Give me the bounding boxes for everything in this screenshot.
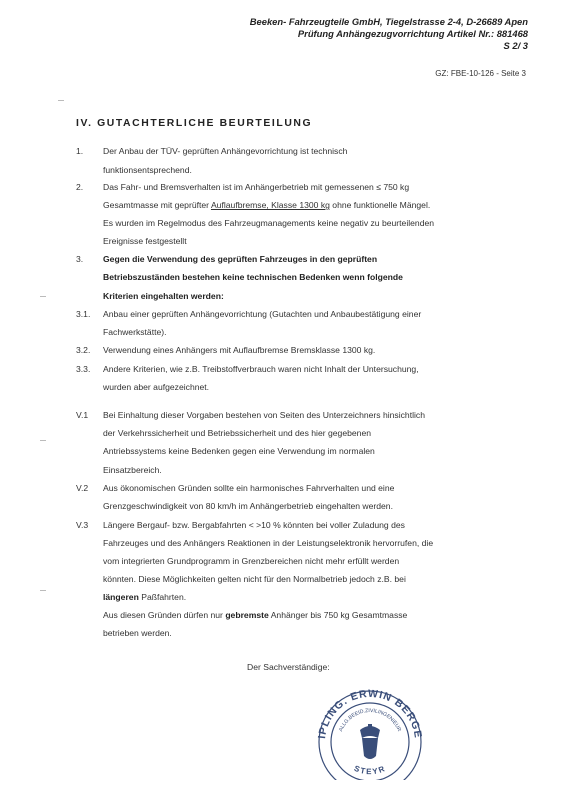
scan-mark — [40, 440, 46, 441]
scan-mark — [40, 296, 46, 297]
item-text: Bei Einhaltung dieser Vorgaben bestehen von Seiten des Unterzeichners hinsichtlich — [103, 410, 425, 420]
item-number: 3.2. — [76, 345, 91, 355]
item-text: Das Fahr- und Bremsverhalten ist im Anhängerbetrieb mit gemessenen ≤ 750 kg — [103, 182, 410, 192]
item-text — [103, 200, 430, 210]
signature-label: Der Sachverständige: — [247, 662, 330, 672]
item-text: Gegen die Verwendung des geprüften Fahrzeuges in den geprüften — [103, 254, 378, 264]
text-run: Aus diesen Gründen dürfen nur — [103, 610, 226, 620]
item-text: Antriebssystems keine Bedenken gegen eine Verwendung im normalen — [103, 446, 375, 456]
item-text: wurden aber aufgezeichnet. — [103, 382, 210, 392]
item-text: Es wurden im Regelmodus des Fahrzeugmanagements keine negativ zu beurteilenden — [103, 218, 435, 228]
item-text — [103, 592, 186, 602]
item-text: Der Anbau der TÜV- geprüften Anhängevorrichtung ist technisch — [103, 146, 348, 156]
item-text: Kriterien eingehalten werden: — [103, 291, 224, 301]
item-text: betrieben werden. — [103, 628, 172, 638]
item-text: Grenzgeschwindigkeit von 80 km/h im Anhängerbetrieb eingehalten werden. — [103, 501, 393, 511]
item-number: 2. — [76, 182, 84, 192]
item-text: funktionsentsprechend. — [103, 165, 192, 175]
text-run: Paßfahrten. — [138, 592, 187, 602]
item-text — [103, 610, 407, 620]
text-run: ohne funktionelle Mängel. — [329, 200, 431, 210]
item-number: 1. — [76, 146, 84, 156]
item-number: 3.1. — [76, 309, 91, 319]
svg-text:DIPLING. ERWIN BERGER: IPLING. ERWIN BERGE — [316, 687, 424, 740]
item-number: V.1 — [76, 410, 89, 420]
scan-mark — [40, 590, 46, 591]
scan-mark — [58, 100, 64, 101]
bold-text: gebremste — [225, 610, 269, 620]
item-text: Verwendung eines Anhängers mit Auflaufbremse Bremsklasse 1300 kg. — [103, 345, 376, 355]
item-number: V.3 — [76, 520, 89, 530]
item-text: könnten. Diese Möglichkeiten gelten nicht für den Normalbetrieb jedoch z.B. bei — [103, 574, 406, 584]
item-text: Fachwerkstätte). — [103, 327, 167, 337]
official-stamp — [308, 680, 432, 785]
item-number: 3.3. — [76, 364, 91, 374]
item-number: V.2 — [76, 483, 89, 493]
section-number: IV. — [76, 118, 93, 129]
item-text: Einsatzbereich. — [103, 465, 162, 475]
item-text: vom integrierten Grundprogramm in Grenzbereichen nicht mehr erfüllt werden — [103, 556, 400, 566]
item-text: Aus ökonomischen Gründen sollte ein harmonisches Fahrverhalten und eine — [103, 483, 395, 493]
item-text: der Verkehrssicherheit und Betriebssicherheit und des hier gegebenen — [103, 428, 372, 438]
text-run: Anhänger bis 750 kg Gesamtmasse — [268, 610, 408, 620]
section-heading — [76, 118, 312, 129]
svg-text:ALLG.BEEID.ZIVILINGENIEUR: ALLG.BEEID.ZIVILINGENIEUR — [338, 707, 402, 733]
item-text: Andere Kriterien, wie z.B. Treibstoffverbrauch waren nicht Inhalt der Untersuchung, — [103, 364, 419, 374]
item-text: Längere Bergauf- bzw. Bergabfahrten < >10 % könnten bei voller Zuladung des — [103, 520, 405, 530]
item-text: Fahrzeuges und des Anhängers Reaktionen in der Leistungselektronik hervorrufen, die — [103, 538, 434, 548]
item-text: Betriebszuständen bestehen keine technischen Bedenken wenn folgende — [103, 272, 403, 282]
item-text: Anbau einer geprüften Anhängevorrichtung (Gutachten und Anbaubestätigung einer — [103, 309, 422, 319]
reference-number: GZ: FBE-10-126 - Seite 3 — [435, 69, 526, 78]
section-title: GUTACHTERLICHE BEURTEILUNG — [97, 118, 313, 129]
item-text: Ereignisse festgestellt — [103, 236, 187, 246]
test-subject: Prüfung Anhängezugvorrichtung Artikel Nr.: 881468 — [297, 28, 528, 39]
text-run: Gesamtmasse mit geprüfter — [103, 200, 211, 210]
svg-text:STEYR: STEYR — [352, 763, 388, 777]
page-marker: S 2/ 3 — [503, 40, 528, 51]
item-number: 3. — [76, 254, 84, 264]
bold-text: längeren — [103, 592, 139, 602]
seal-icon — [308, 680, 432, 780]
company-address: Beeken- Fahrzeugteile GmbH, Tiegelstrasse 2-4, D-26689 Apen — [249, 16, 528, 27]
underlined-text: Auflaufbremse, Klasse 1300 kg — [210, 200, 330, 210]
